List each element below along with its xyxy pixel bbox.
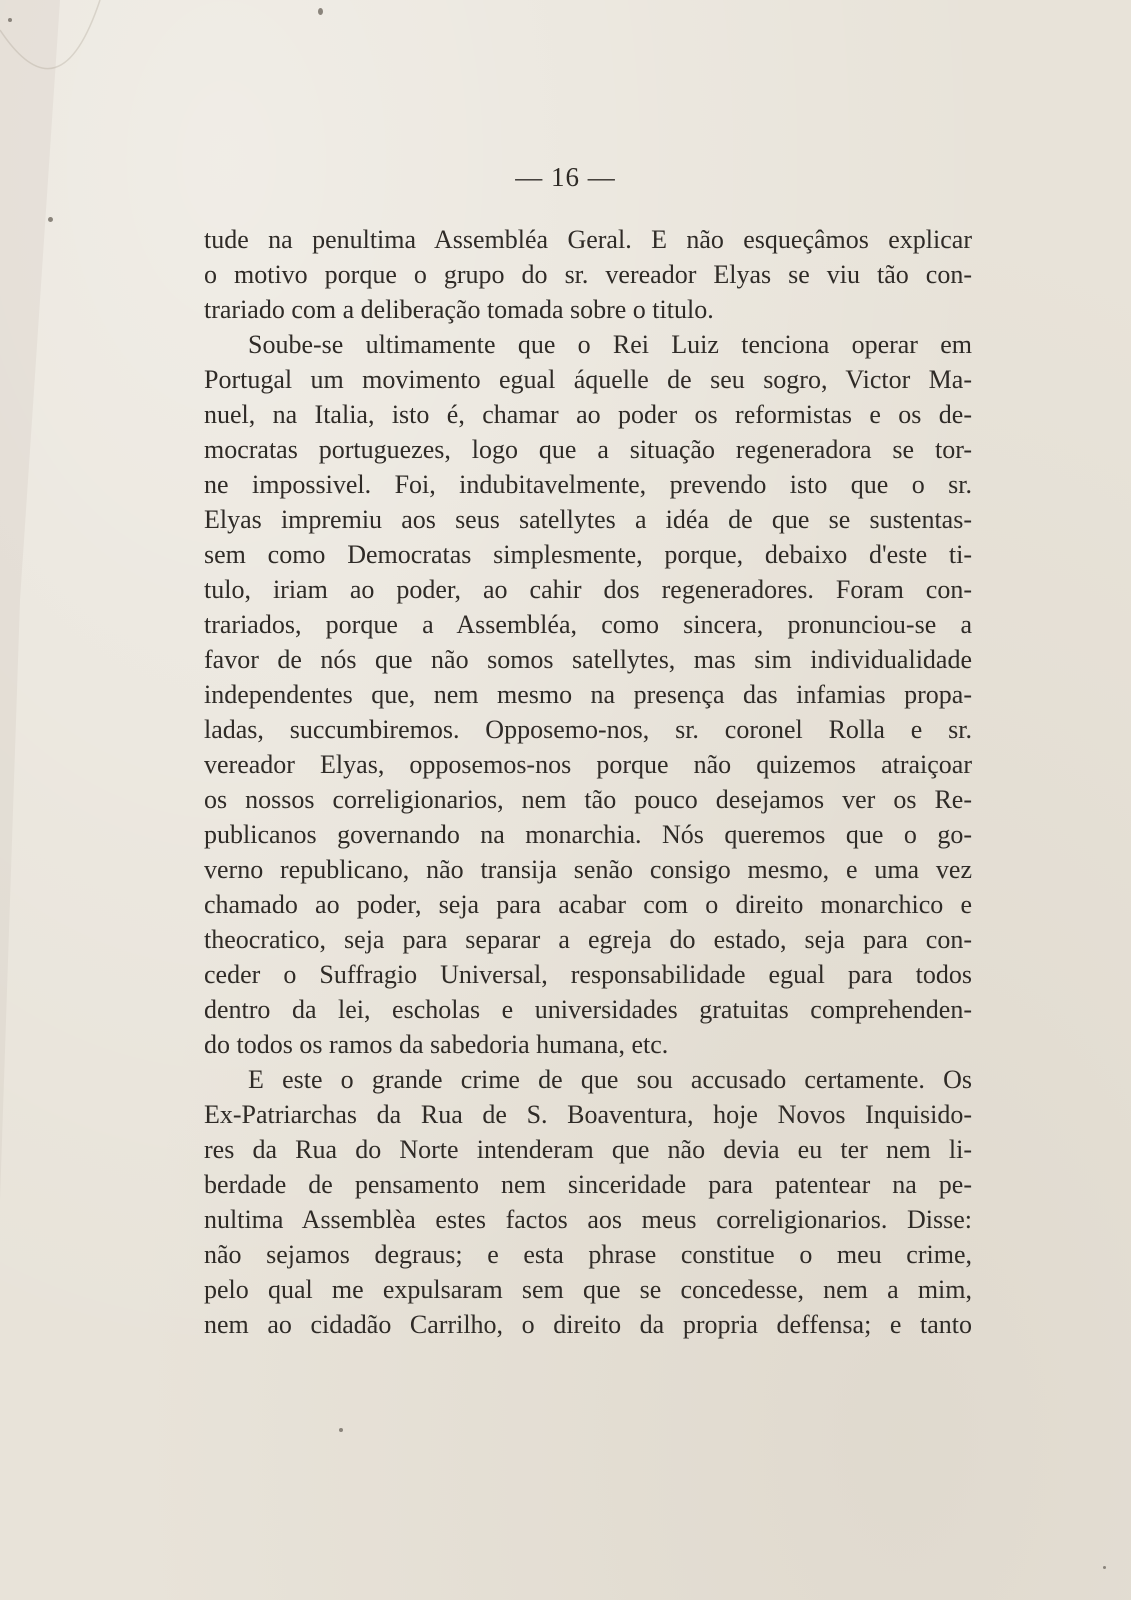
text-line: mocratas portuguezes, logo que a situação regeneradora se tor-	[204, 435, 972, 464]
text-line: E este o grande crime de que sou accusado certamente. Os	[248, 1065, 972, 1094]
text-line: ladas, succumbiremos. Opposemo-nos, sr. coronel Rolla e sr.	[204, 715, 972, 744]
paper-speck	[1103, 1566, 1106, 1569]
text-line: do todos os ramos da sabedoria humana, etc.	[204, 1030, 669, 1059]
text-line: os nossos correligionarios, nem tão pouco desejamos ver os Re-	[204, 785, 972, 814]
text-line: não sejamos degraus; e esta phrase constitue o meu crime,	[204, 1240, 972, 1269]
text-line: theocratico, seja para separar a egreja do estado, seja para con-	[204, 925, 972, 954]
paper-speck	[48, 217, 53, 222]
text-line: sem como Democratas simplesmente, porque, debaixo d'este ti-	[204, 540, 972, 569]
text-line: nem ao cidadão Carrilho, o direito da propria deffensa; e tanto	[204, 1310, 972, 1339]
text-line: tulo, iriam ao poder, ao cahir dos regeneradores. Foram con-	[204, 575, 972, 604]
text-line: pelo qual me expulsaram sem que se concedesse, nem a mim,	[204, 1275, 972, 1304]
text-line: res da Rua do Norte intenderam que não devia eu ter nem li-	[204, 1135, 972, 1164]
text-line: Elyas impremiu aos seus satellytes a idéa de que se sustentas-	[204, 505, 972, 534]
text-line: chamado ao poder, seja para acabar com o direito monarchico e	[204, 890, 972, 919]
text-line: trariados, porque a Assembléa, como sincera, pronunciou-se a	[204, 610, 972, 639]
text-line: favor de nós que não somos satellytes, mas sim individualidade	[204, 645, 972, 674]
text-line: vereador Elyas, opposemos-nos porque não quizemos atraiçoar	[204, 750, 972, 779]
page-number: — 16 —	[515, 162, 616, 192]
body-text	[204, 222, 972, 1342]
text-line: berdade de pensamento nem sinceridade para patentear na pe-	[204, 1170, 972, 1199]
text-line: Portugal um movimento egual áquelle de seu sogro, Victor Ma-	[204, 365, 972, 394]
text-line: independentes que, nem mesmo na presença das infamias propa-	[204, 680, 972, 709]
text-line: publicanos governando na monarchia. Nós queremos que o go-	[204, 820, 972, 849]
paper-speck	[339, 1428, 343, 1432]
text-line: ne impossivel. Foi, indubitavelmente, prevendo isto que o sr.	[204, 470, 972, 499]
text-line: dentro da lei, escholas e universidades gratuitas comprehenden-	[204, 995, 972, 1024]
text-line: o motivo porque o grupo do sr. vereador Elyas se viu tão con-	[204, 260, 972, 289]
text-line: Ex-Patriarchas da Rua de S. Boaventura, hoje Novos Inquisido-	[204, 1100, 972, 1129]
text-line: trariado com a deliberação tomada sobre o titulo.	[204, 295, 714, 324]
text-line: tude na penultima Assembléa Geral. E não esqueçâmos explicar	[204, 225, 972, 254]
text-line: ceder o Suffragio Universal, responsabilidade egual para todos	[204, 960, 972, 989]
text-line: nuel, na Italia, isto é, chamar ao poder os reformistas e os de-	[204, 400, 972, 429]
text-line: Soube-se ultimamente que o Rei Luiz tenciona operar em	[248, 330, 972, 359]
paper-speck	[8, 18, 12, 22]
paper-speck	[318, 8, 323, 15]
text-line: verno republicano, não transija senão consigo mesmo, e uma vez	[204, 855, 972, 884]
text-line: nultima Assemblèa estes factos aos meus correligionarios. Disse:	[204, 1205, 972, 1234]
